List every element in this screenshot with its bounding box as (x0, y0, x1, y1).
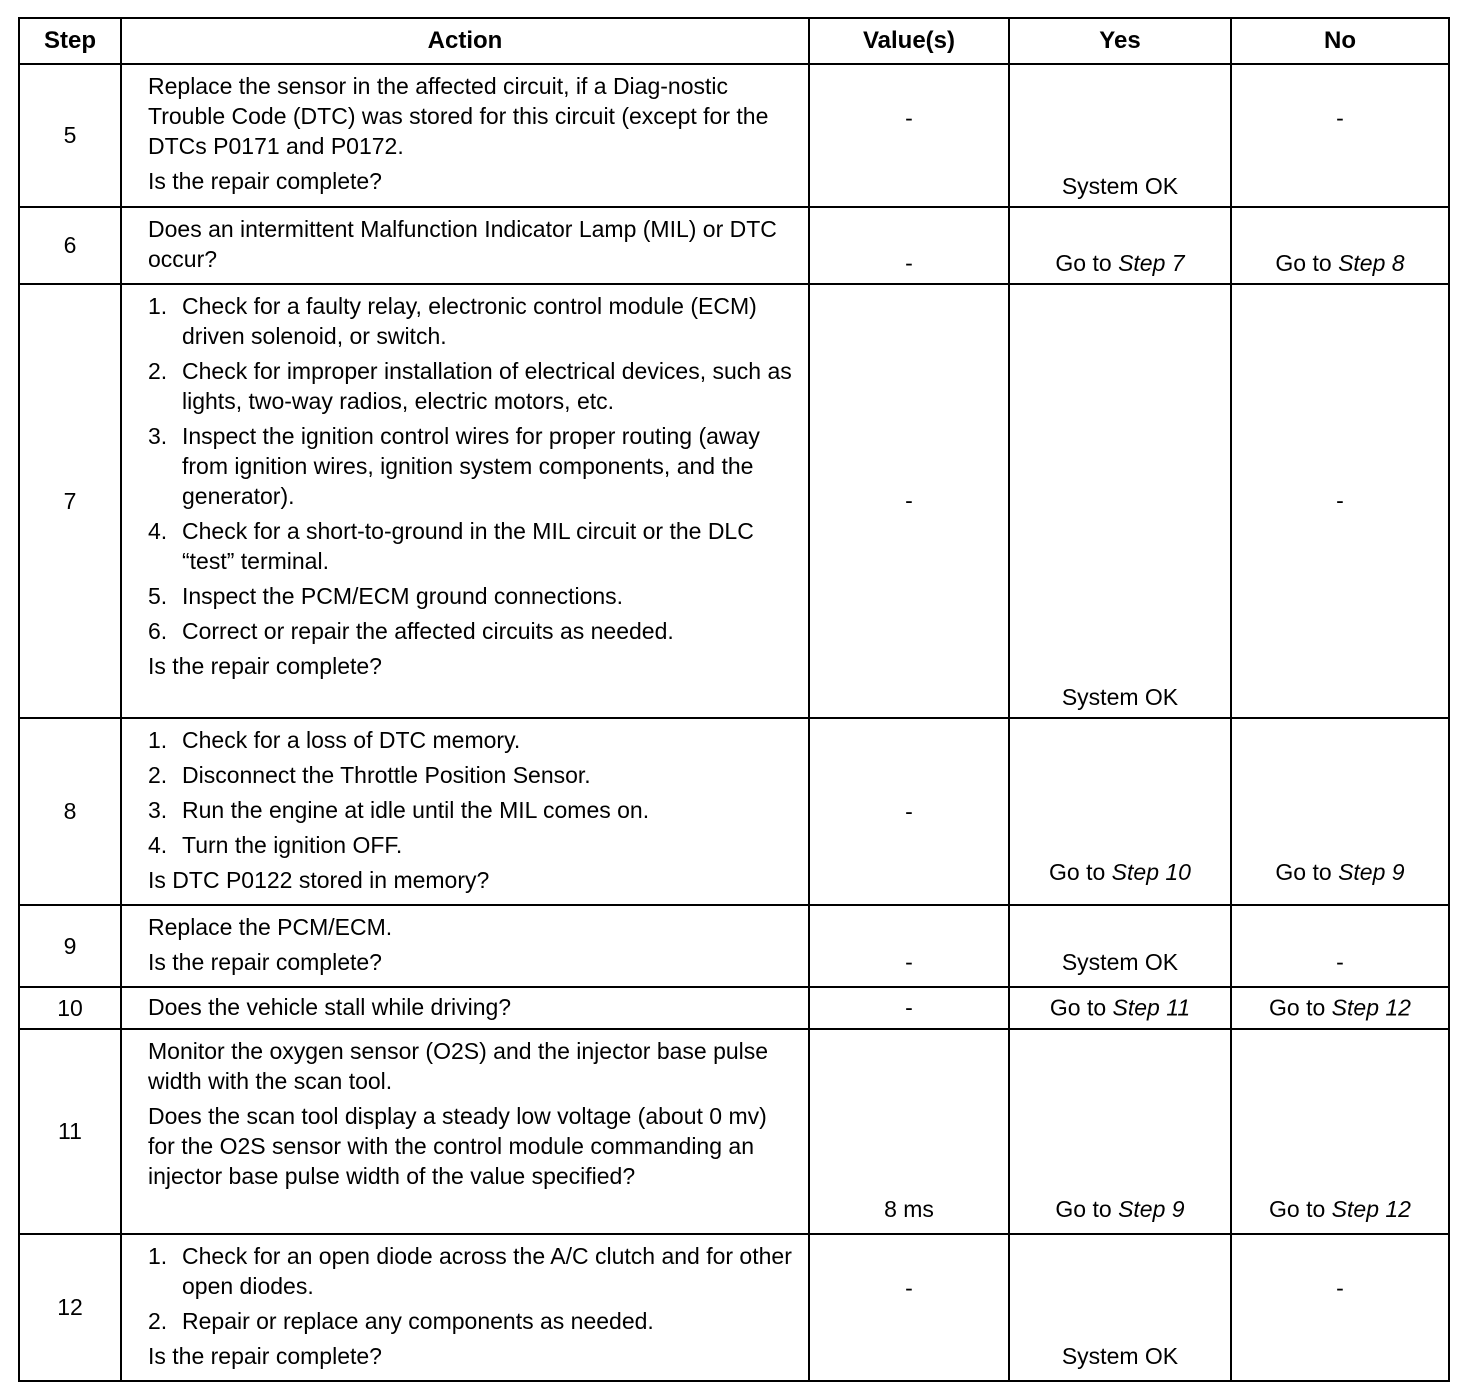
list-item: 6. Correct or repair the affected circuits as needed. (148, 618, 674, 644)
action-list (148, 725, 794, 860)
yes-result: System OK (1061, 949, 1179, 975)
yes-cell (1009, 207, 1231, 284)
yes-cell (1009, 1029, 1231, 1234)
list-item: 2. Check for improper installation of electrical devices, such as lights, two-way radios, electric motors, etc. (148, 358, 792, 414)
no-result: - (1336, 1275, 1344, 1301)
action-question: Does the scan tool display a steady low voltage (about 0 mv) for the O2S sensor with the control module commanding an injector base pulse width of the value specified? (148, 1103, 767, 1189)
yes-result: Go to Step 9 (1055, 1196, 1185, 1222)
step-number: 6 (19, 207, 121, 284)
list-item: 3. Run the engine at idle until the MIL comes on. (148, 797, 650, 823)
no-cell (1231, 905, 1449, 987)
table-row (19, 987, 1449, 1029)
no-cell (1231, 64, 1449, 207)
step-link: Step 12 (1331, 994, 1411, 1021)
action-question: Does the vehicle stall while driving? (148, 994, 512, 1020)
header-yes: Yes (1009, 18, 1231, 64)
table-row (19, 905, 1449, 987)
no-result: Go to Step 8 (1275, 250, 1405, 276)
value-cell (809, 64, 1009, 207)
no-result: - (1336, 487, 1344, 514)
action-question: Is the repair complete? (148, 653, 382, 679)
value-text: - (905, 250, 913, 276)
action-cell (121, 207, 809, 284)
no-result: Go to Step 9 (1275, 859, 1405, 885)
list-item: 5. Inspect the PCM/ECM ground connections. (148, 583, 624, 609)
table-row (19, 718, 1449, 905)
no-result: - (1336, 949, 1344, 975)
value-cell (809, 718, 1009, 905)
action-list (148, 1241, 794, 1336)
yes-result: Go to Step 7 (1055, 250, 1185, 276)
yes-result: Go to Step 10 (1049, 859, 1191, 885)
table-row (19, 207, 1449, 284)
yes-cell (1009, 64, 1231, 207)
diagnostic-table (18, 17, 1450, 1382)
step-number: 12 (19, 1234, 121, 1381)
step-link: Step 9 (1338, 859, 1405, 885)
step-link: Step 8 (1338, 250, 1405, 276)
yes-result: System OK (1061, 1343, 1179, 1369)
step-number: 11 (19, 1029, 121, 1234)
header-no: No (1231, 18, 1449, 64)
action-question: Is DTC P0122 stored in memory? (148, 867, 490, 893)
table-row (19, 1029, 1449, 1234)
step-link: Step 10 (1111, 859, 1191, 885)
list-item: 3. Inspect the ignition control wires for proper routing (away from ignition wires, ignition system components, and the generator). (148, 423, 760, 509)
action-list (148, 291, 794, 646)
value-text: 8 ms (884, 1196, 934, 1222)
action-cell (121, 284, 809, 718)
value-text: - (905, 949, 913, 975)
action-cell (121, 64, 809, 207)
header-row (19, 18, 1449, 64)
list-item: 4. Turn the ignition OFF. (148, 832, 403, 858)
yes-cell (1009, 284, 1231, 718)
list-item: 2. Repair or replace any components as needed. (148, 1308, 654, 1334)
step-link: Step 7 (1118, 250, 1185, 276)
step-number: 10 (19, 987, 121, 1029)
no-cell (1231, 1029, 1449, 1234)
table-row (19, 284, 1449, 718)
action-question: Is the repair complete? (148, 1343, 382, 1369)
action-text: Replace the sensor in the affected circuit, if a Diag-nostic Trouble Code (DTC) was stored for this circuit (except for the DTCs P0171 and P0172. (148, 73, 769, 159)
header-values: Value(s) (809, 18, 1009, 64)
action-question: Does an intermittent Malfunction Indicator Lamp (MIL) or DTC occur? (148, 216, 777, 272)
no-cell (1231, 987, 1449, 1029)
action-cell (121, 905, 809, 987)
yes-result: Go to Step 11 (1049, 994, 1191, 1021)
step-link: Step 12 (1331, 1196, 1411, 1222)
yes-cell (1009, 987, 1231, 1029)
yes-cell (1009, 1234, 1231, 1381)
yes-cell (1009, 905, 1231, 987)
list-item: 4. Check for a short-to-ground in the MIL circuit or the DLC “test” terminal. (148, 518, 754, 574)
yes-cell (1009, 718, 1231, 905)
step-number: 9 (19, 905, 121, 987)
value-text: - (905, 487, 913, 514)
no-result: - (1336, 105, 1344, 131)
action-cell (121, 718, 809, 905)
step-number: 8 (19, 718, 121, 905)
value-cell (809, 1029, 1009, 1234)
no-result: Go to Step 12 (1269, 1196, 1411, 1222)
no-cell (1231, 718, 1449, 905)
value-text: - (905, 105, 913, 131)
header-action: Action (121, 18, 809, 64)
no-result: Go to Step 12 (1269, 994, 1411, 1021)
step-number: 5 (19, 64, 121, 207)
no-cell (1231, 1234, 1449, 1381)
table-row (19, 1234, 1449, 1381)
yes-result: System OK (1061, 684, 1179, 710)
action-question: Is the repair complete? (148, 168, 382, 194)
no-cell (1231, 284, 1449, 718)
header-step: Step (19, 18, 121, 64)
step-number: 7 (19, 284, 121, 718)
value-text: - (905, 1275, 913, 1301)
action-cell (121, 1029, 809, 1234)
action-cell (121, 987, 809, 1029)
list-item: 1. Check for an open diode across the A/C clutch and for other open diodes. (148, 1243, 792, 1299)
list-item: 1. Check for a faulty relay, electronic control module (ECM) driven solenoid, or switch. (148, 293, 757, 349)
value-text: - (905, 994, 913, 1021)
step-link: Step 9 (1118, 1196, 1185, 1222)
yes-result: System OK (1061, 173, 1179, 199)
value-text: - (905, 798, 913, 824)
value-cell (809, 284, 1009, 718)
table-row (19, 64, 1449, 207)
value-cell (809, 905, 1009, 987)
list-item: 2. Disconnect the Throttle Position Sensor. (148, 762, 591, 788)
value-cell (809, 207, 1009, 284)
action-question: Is the repair complete? (148, 949, 382, 975)
value-cell (809, 987, 1009, 1029)
value-cell (809, 1234, 1009, 1381)
action-cell (121, 1234, 809, 1381)
list-item: 1. Check for a loss of DTC memory. (148, 727, 521, 753)
no-cell (1231, 207, 1449, 284)
action-text: Monitor the oxygen sensor (O2S) and the injector base pulse width with the scan tool. (148, 1038, 769, 1094)
step-link: Step 11 (1112, 994, 1191, 1021)
action-text: Replace the PCM/ECM. (148, 914, 393, 940)
